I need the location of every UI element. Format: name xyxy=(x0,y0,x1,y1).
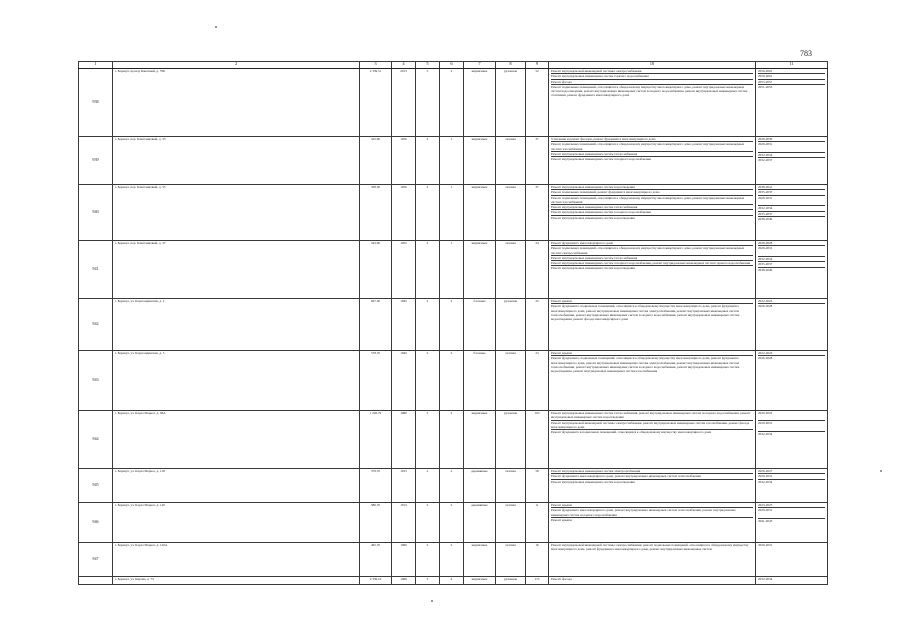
row-year: 1950 xyxy=(392,185,416,241)
work-years: 2026-2027 xyxy=(758,469,825,474)
row-roof-type: рулонная xyxy=(496,69,526,137)
scan-speck xyxy=(880,470,882,472)
work-years: 2035-2037 xyxy=(758,212,825,217)
row-area: 2 339,51 xyxy=(360,69,392,137)
row-address: г. Барнаул, пер. Канатчиковый, д. 35 xyxy=(113,185,360,241)
work-item: Ремонт внутридомовых инженерных систем теплоснабжения xyxy=(551,205,753,210)
work-item: Ремонт внутридомовых инженерных систем теплоснабжения xyxy=(551,152,753,157)
row-number: 946 xyxy=(79,503,113,543)
work-years: 2023-2025 xyxy=(758,503,825,508)
row-wall-material: блочные xyxy=(464,351,496,411)
row-wall-material: кирпичные xyxy=(464,543,496,577)
row-wall-material: блочные xyxy=(464,299,496,351)
row-wall-material: кирпичные xyxy=(464,185,496,241)
work-years: 2029-2031 xyxy=(758,196,825,206)
work-years: 2032-2034 xyxy=(758,479,773,484)
work-item: Ремонт внутридомовой инженерной системы электроснабжения, ремонт внутридомовых инженерных систем газоснабжения, ремонт фасада многоквартирного дома xyxy=(551,421,753,431)
work-years: 2026-2030 xyxy=(758,137,825,142)
work-item: Ремонт фундамента многоквартирного дома, ремонт внутридомовых инженерных систем теплоснабжения, ремонт внутридомовых инженерных систем холодного водоснабжения xyxy=(551,508,753,518)
work-item: Ремонт крыши xyxy=(551,503,753,508)
work-item: Ремонт фасада xyxy=(551,577,572,581)
row-works-list xyxy=(549,137,756,185)
work-item: Ремонт внутридомовых инженерных систем водоотведения xyxy=(551,185,753,190)
row-works-list xyxy=(549,543,756,577)
row-wall-material: кирпичные xyxy=(464,69,496,137)
work-item: Ремонт внутридомовых инженерных систем водоотведения xyxy=(551,266,635,271)
row-area: 379,70 xyxy=(360,469,392,503)
work-years: 2029-2031 xyxy=(758,543,773,547)
row-wall-material: кирпичные xyxy=(464,137,496,185)
column-number: 4 xyxy=(392,62,416,69)
work-years: 2035-2037 xyxy=(758,262,825,267)
row-works-list xyxy=(549,577,756,585)
row-wall-material: кирпичные xyxy=(464,577,496,585)
work-item: Ремонт внутридомовых инженерных систем водоотведения xyxy=(551,215,635,220)
row-works-list xyxy=(549,469,756,503)
row-entrances: 4 xyxy=(440,577,464,585)
row-works-list xyxy=(549,241,756,299)
scan-speck xyxy=(215,26,217,28)
row-entrances: 1 xyxy=(440,185,464,241)
table-row xyxy=(79,241,828,299)
work-item: Ремонт фасада xyxy=(551,80,753,85)
work-years: 2055-2057 xyxy=(758,80,825,85)
row-number: 942 xyxy=(79,299,113,351)
work-item: Ремонт внутридомовой инженерной системы электроснабжения, ремонт подвальных помещений, относящихся к общедомовому имуществу многоквартирного дома, ремонт фундамента многоквартирного дома, ремонт внутридомовых инженерных систем xyxy=(551,543,749,552)
work-years: 2029-2031 xyxy=(758,474,825,479)
row-years-list xyxy=(756,137,828,185)
work-item: Ремонт подвальных помещений, относящихся к общедомовому имуществу многоквартирного дома, ремонт внутридомовых инженерных систем электроснабжения xyxy=(551,246,753,256)
row-flats: 102 xyxy=(526,411,549,469)
row-year: 1915 xyxy=(392,469,416,503)
row-works-list xyxy=(549,411,756,469)
row-number: 940 xyxy=(79,185,113,241)
row-years-list xyxy=(756,299,828,351)
work-item: Ремонт внутридомовых инженерных систем холодного водоснабжения xyxy=(551,157,651,162)
row-flats: 24 xyxy=(526,241,549,299)
row-area: 697,30 xyxy=(360,299,392,351)
row-flats: 16 xyxy=(526,543,549,577)
work-years: 2029-2031 xyxy=(758,421,825,431)
work-years: 2029-2031 xyxy=(758,508,825,518)
row-entrances: 1 xyxy=(440,137,464,185)
row-wall-material: кирпичные xyxy=(464,411,496,469)
row-works-list xyxy=(549,503,756,543)
row-wall-material: деревянные xyxy=(464,503,496,543)
row-years-list xyxy=(756,241,828,299)
row-wall-material: деревянные xyxy=(464,469,496,503)
table-row xyxy=(79,543,828,577)
column-number: 10 xyxy=(549,62,756,69)
row-entrances: 1 xyxy=(440,241,464,299)
work-years: 2059-2061 xyxy=(758,74,825,79)
row-floors: 2 xyxy=(416,299,440,351)
page-number: 783 xyxy=(800,49,812,58)
row-year: 1950 xyxy=(392,137,416,185)
row-works-list xyxy=(549,69,756,137)
row-years-list xyxy=(756,543,828,577)
work-item: Ремонт подвальных помещений, относящихся к общедомовому имуществу многоквартирного дома, ремонт внутридомовых инженерных систем водоотведения, ремонт внутридомовых инженерных систем холодного водоснабжения, ремонт внутридомовых инженерных систем отопления, ремонт фундамента многоквартирного дома xyxy=(551,84,748,98)
scan-speck xyxy=(431,600,433,602)
row-years-list xyxy=(756,469,828,503)
row-floors: 5 xyxy=(416,69,440,137)
row-year: 1915 xyxy=(392,503,416,543)
row-floors: 5 xyxy=(416,577,440,585)
work-years: 2041-2043 xyxy=(758,518,773,523)
work-years: 2051-2053 xyxy=(758,85,773,90)
row-flats: 52 xyxy=(526,69,549,137)
work-years: 2026-2028 xyxy=(758,356,773,361)
work-item: Ремонт подвальных помещений, ремонт фундамента многоквартирного дома xyxy=(551,190,753,195)
row-number: 947 xyxy=(79,543,113,577)
column-number: 1 xyxy=(79,62,113,69)
row-flats: 58 xyxy=(526,469,549,503)
row-number: 939 xyxy=(79,137,113,185)
row-floors: 2 xyxy=(416,543,440,577)
table-row xyxy=(79,469,828,503)
work-item: Ремонт крыши xyxy=(551,517,572,522)
table-row xyxy=(79,185,828,241)
row-address: г. Барнаул, ул. Кирова, д. 73 xyxy=(113,577,360,585)
column-number: 8 xyxy=(496,62,526,69)
row-roof-type: скатная xyxy=(496,137,526,185)
work-years: 2022-2024 xyxy=(758,351,825,356)
row-area: 465,70 xyxy=(360,543,392,577)
table-row xyxy=(79,577,828,585)
row-roof-type: скатная xyxy=(496,543,526,577)
work-years: 2022-2023 xyxy=(758,299,825,304)
work-years: 2026-2028 xyxy=(758,304,773,309)
work-item: Ремонт фундамента, подвальных помещений, относящихся к общедомовому имуществу многоквартирного дома, ремонт фундамента многоквартирного дома, ремонт внутридомовых инженерных систем электроснабжения, ремонт внутридомовых инженерных систем теплоснабжения, ремонт внутридомовых инженерных систем холодного водоснабжения, ремонт внутридомовых инженерных систем водоотведения, ремонт фасада многоквартирного дома xyxy=(551,304,740,322)
row-entrances: 2 xyxy=(440,411,464,469)
work-item: Ремонт фундамента многоквартирного дома xyxy=(551,241,753,246)
row-roof-type: рулонная xyxy=(496,577,526,585)
row-area: 2 356,10 xyxy=(360,577,392,585)
row-flats: 37 xyxy=(526,137,549,185)
column-number: 9 xyxy=(526,62,549,69)
work-item: Ремонт крыши xyxy=(551,351,753,356)
row-area: 343,90 xyxy=(360,241,392,299)
row-year: 2013 xyxy=(392,69,416,137)
work-years: 2038-2040 xyxy=(758,267,773,272)
row-floors: 2 xyxy=(416,503,440,543)
work-years: 2032-2037 xyxy=(758,158,773,163)
row-roof-type: скатная xyxy=(496,469,526,503)
column-number: 3 xyxy=(360,62,392,69)
table-row xyxy=(79,137,828,185)
row-floors: 2 xyxy=(416,469,440,503)
row-flats: 11 xyxy=(526,503,549,543)
row-number: 943 xyxy=(79,351,113,411)
work-years: 2020-2022 xyxy=(758,411,825,421)
row-area: 386,70 xyxy=(360,503,392,543)
work-item: Ремонт внутридомовых инженерных систем водоотведения xyxy=(551,479,635,484)
row-years-list xyxy=(756,351,828,411)
row-floors: 2 xyxy=(416,351,440,411)
row-year: 1945 xyxy=(392,299,416,351)
row-year: 1952 xyxy=(392,241,416,299)
row-floors: 2 xyxy=(416,137,440,185)
row-works-list xyxy=(549,185,756,241)
row-address: г. Барнаул, ул. Карагандинская, д. 5 xyxy=(113,351,360,411)
row-address: г. Барнаул, ул. Карла Маркса, д. 66А xyxy=(113,411,360,469)
work-years: 2032-2034 xyxy=(758,577,773,581)
row-address: г. Барнаул, пер. Канатчиковый, д. 37 xyxy=(113,241,360,299)
row-flats: 37 xyxy=(526,185,549,241)
row-roof-type: скатная xyxy=(496,241,526,299)
row-address: г. Барнаул, ул. Карла Маркса, д. 120А xyxy=(113,543,360,577)
work-years: 2056-2061 xyxy=(758,69,825,74)
row-address: г. Барнаул, проезд Канатный, д. 79Б xyxy=(113,69,360,137)
row-flats: 25 xyxy=(526,299,549,351)
work-item: Ремонт внутридомовых инженерных систем холодного водоснабжения, ремонт внутридомовых инженерных систем горячего водоснабжения xyxy=(551,261,753,266)
work-years: 2032-2034 xyxy=(758,206,825,211)
column-number-row xyxy=(79,62,828,69)
housing-register-table xyxy=(78,61,828,585)
column-number: 5 xyxy=(416,62,440,69)
row-floors: 2 xyxy=(416,241,440,299)
work-years: 2026-2028 xyxy=(758,241,825,246)
row-roof-type: скатная xyxy=(496,351,526,411)
work-item: Ремонт внутридомовых инженерных систем теплоснабжения xyxy=(551,256,753,261)
row-works-list xyxy=(549,299,756,351)
work-item: Ремонт внутридомовых инженерных систем теплоснабжения, ремонт внутридомовых инженерных систем холодного водоснабжения, ремонт внутридомовых инженерных систем водоотведения xyxy=(551,411,753,421)
row-address: г. Барнаул, пер. Канатчиковый, д. 33 xyxy=(113,137,360,185)
work-item: Ремонт подвальных помещений, относящихся к общедомовому имуществу многоквартирного дома, ремонт внутридомовых инженерных систем газоснабжения xyxy=(551,196,753,206)
row-number: 941 xyxy=(79,241,113,299)
column-number: 6 xyxy=(440,62,464,69)
row-years-list xyxy=(756,411,828,469)
row-number: 945 xyxy=(79,469,113,503)
row-year: 1968 xyxy=(392,577,416,585)
work-item: Ремонт внутридомовой инженерной системы электроснабжения xyxy=(551,69,753,74)
table-row xyxy=(79,503,828,543)
row-address: г. Барнаул, ул. Карла Маркса, д. 120 xyxy=(113,503,360,543)
row-number xyxy=(79,577,113,585)
work-item: Ремонт фундамента и подвальных помещений, относящихся к общедомовому имуществу многоквартирного дома xyxy=(551,430,712,435)
row-roof-type: скатная xyxy=(496,503,526,543)
work-years: 2029-2031 xyxy=(758,142,825,152)
row-years-list xyxy=(756,577,828,585)
work-item: Ремонт подвальных помещений, относящихся к общедомовому имуществу многоквартирного дома, ремонт внутридомовых инженерных систем газоснабжения xyxy=(551,142,753,152)
row-address: г. Барнаул, ул. Карагандинская, д. 2 xyxy=(113,299,360,351)
row-years-list xyxy=(756,69,828,137)
row-year: 1945 xyxy=(392,351,416,411)
table-row xyxy=(79,351,828,411)
work-item: Ремонт фундамента многоквартирного дома, ремонт внутридомовых инженерных систем теплоснабжения xyxy=(551,474,753,479)
row-area: 578,70 xyxy=(360,351,392,411)
row-year: 1980 xyxy=(392,411,416,469)
work-item: Утепление и ремонт фасадов, ремонт фундамента многоквартирного дома xyxy=(551,137,753,142)
row-number: 938 xyxy=(79,69,113,137)
work-item: Ремонт внутридомовых инженерных систем электроснабжения xyxy=(551,469,753,474)
table-row xyxy=(79,299,828,351)
work-item: Ремонт внутридомовых инженерных систем горячего водоснабжения xyxy=(551,74,753,79)
row-wall-material: кирпичные xyxy=(464,241,496,299)
row-entrances: 2 xyxy=(440,69,464,137)
column-number: 2 xyxy=(113,62,360,69)
work-years: 2038-2040 xyxy=(758,216,773,221)
work-years: 2038-2041 xyxy=(758,185,825,190)
work-item: Ремонт крыши xyxy=(551,299,753,304)
row-entrances: 2 xyxy=(440,503,464,543)
row-flats: 113 xyxy=(526,577,549,585)
work-item: Ремонт внутридомовых инженерных систем холодного водоснабжения xyxy=(551,210,753,215)
work-years: 2035-2037 xyxy=(758,190,825,195)
work-item: Ремонт фундамента, подвальных помещений, относящихся к общедомовому имуществу многоквартирного дома, ремонт фундамента многоквартирного дома, ремонт внутридомовых инженерных систем электроснабжения, ремонт внутридомовых инженерных систем теплоснабжения, ремонт внутридомовых инженерных систем холодного водоснабжения, ремонт внутридомовых инженерных систем водоотведения, ремонт внутридомовых инженерных систем газоснабжения xyxy=(551,356,740,374)
row-flats: 23 xyxy=(526,351,549,411)
row-number: 944 xyxy=(79,411,113,469)
row-area: 322,90 xyxy=(360,137,392,185)
column-number: 7 xyxy=(464,62,496,69)
work-years: 2029-2031 xyxy=(758,246,825,256)
row-entrances: 2 xyxy=(440,543,464,577)
row-roof-type: рулонная xyxy=(496,411,526,469)
row-floors: 5 xyxy=(416,411,440,469)
row-year: 1960 xyxy=(392,543,416,577)
row-roof-type: скатная xyxy=(496,185,526,241)
column-number: 11 xyxy=(756,62,828,69)
row-entrances: 2 xyxy=(440,299,464,351)
row-roof-type: рулонная xyxy=(496,299,526,351)
work-years: 2032-2034 xyxy=(758,431,773,436)
row-years-list xyxy=(756,185,828,241)
row-area: 328,30 xyxy=(360,185,392,241)
row-entrances: 2 xyxy=(440,469,464,503)
table-row xyxy=(79,69,828,137)
work-years: 2032-2034 xyxy=(758,257,825,262)
row-address: г. Барнаул, ул. Карла Маркса, д. 118 xyxy=(113,469,360,503)
row-years-list xyxy=(756,503,828,543)
table-row xyxy=(79,411,828,469)
row-floors: 2 xyxy=(416,185,440,241)
work-years: 2032-2034 xyxy=(758,153,825,158)
row-area: 1 226,79 xyxy=(360,411,392,469)
row-works-list xyxy=(549,351,756,411)
row-entrances: 2 xyxy=(440,351,464,411)
